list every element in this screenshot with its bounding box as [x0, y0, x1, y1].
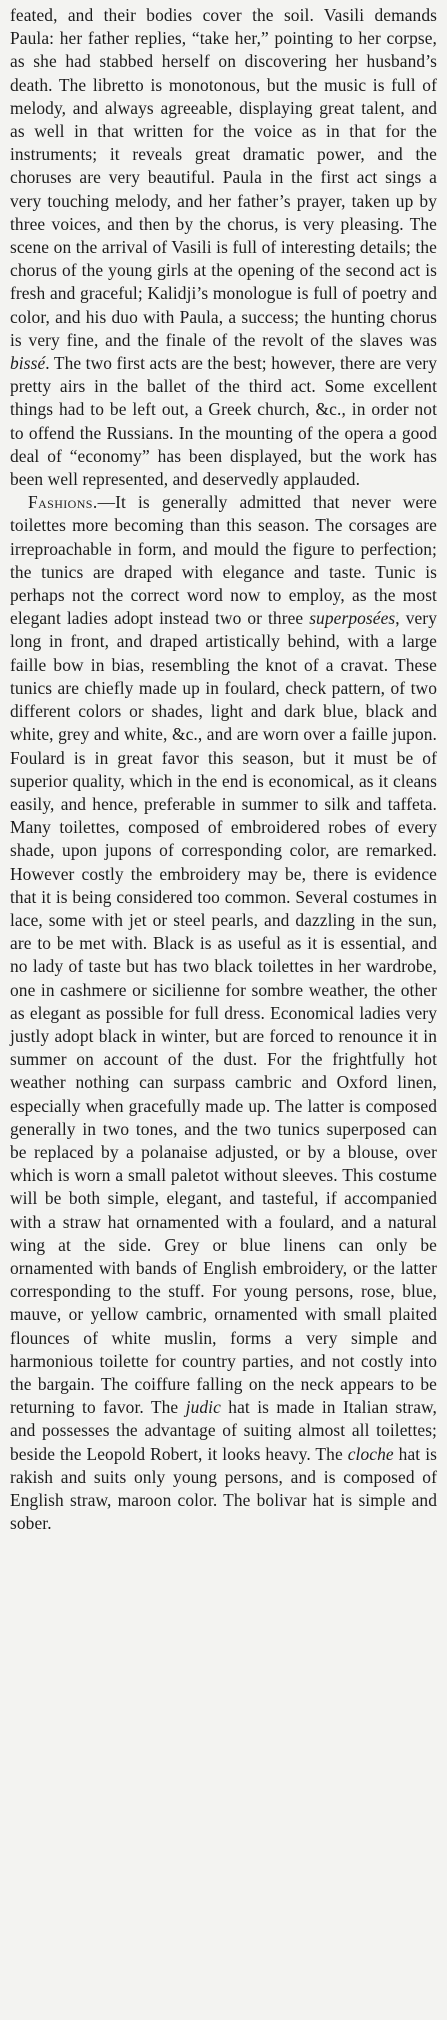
seg-italic: bissé: [10, 353, 46, 374]
seg-italic: judic: [185, 1397, 221, 1418]
section-heading-fashions: Fashions.: [28, 492, 98, 513]
opera-review-paragraph: [10, 4, 437, 491]
seg: hat is rakish and suits only young persons, and is composed of English straw, maroon color. The bolivar hat is simple and sober.: [10, 1443, 437, 1534]
seg-italic: superposées: [309, 608, 396, 629]
seg: —It is generally admitted that never were toilettes more becoming than this season. The corsages are irreproachable in form, and mould the figure to perfection; the tunics are draped with elegance and taste. Tunic is perhaps not the correct word now to employ, as the most elegant ladies adopt instead two or three: [10, 492, 437, 629]
seg: hat is made in Italian straw, and possesses the advantage of suiting almost all toilettes; beside the Leopold Robert, it looks heavy. The: [10, 1397, 437, 1464]
seg-italic: cloche: [347, 1443, 394, 1464]
seg: . The two first acts are the best; however, there are very pretty airs in the ballet of the third act. Some excellent things had to be left out, a Greek church, &c., in order not to offend the Russians. In the mounting of the opera a good deal of “economy” has been displayed, but the work has been well represented, and deservedly applauded.: [10, 353, 437, 490]
seg: , very long in front, and draped artistically behind, with a large faille bow in bias, resembling the knot of a cravat. These tunics are chiefly made up in foulard, check pattern, of two different colors or shades, light and dark blue, black and white, grey and white, &c., and are worn over a faille jupon. Foulard is in great favor this season, but it must be of superior quality, which in the end is economical, as it cleans easily, and hence, preferable in summer to silk and taffeta. Many toilettes, composed of embroidered robes of every shade, upon jupons of corresponding color, are remarked. However costly the embroidery may be, there is evidence that it is being considered too common. Several costumes in lace, some with jet or steel pearls, and dazzling in the sun, are to be met with. Black is as useful as it is essential, and no lady of taste but has two black toilettes in her wardrobe, one in cashmere or sicilienne for sombre weather, the other as elegant as possible for full dress. Economical ladies very justly adopt black in winter, but are forced to renounce it in summer on account of the dust. For the frightfully hot weather nothing can surpass cambric and Oxford linen, especially when gracefully made up. The latter is composed generally in two tones, and the two tunics superposed can be replaced by a polanaise adjusted, or by a blouse, over which is worn a small paletot without sleeves. This costume will be both simple, elegant, and tasteful, if accompanied with a straw hat ornamented with a foulard, and a natural wing at the side. Grey or blue linens can only be ornamented with bands of English embroidery, or the latter corresponding to the stuff. For young persons, rose, blue, mauve, or yellow cambric, ornamented with small plaited flounces of white muslin, forms a very simple and harmonious toilette for country parties, and not costly into the bargain. The coiffure falling on the neck appears to be returning to favor. The: [10, 608, 437, 1418]
seg: feated, and their bodies cover the soil. Vasili demands Paula: her father replies, “take her,” pointing to her corpse, as she had stabbed herself on discovering her husband’s death. The libretto is monotonous, but the music is full of melody, and always agreeable, displaying great talent, and as well in that written for the voice as in that for the instruments; it reveals great dramatic power, and the choruses are very beautiful. Paula in the first act sings a very touching melody, and her father’s prayer, taken up by three voices, and then by the chorus, is very pleasing. The scene on the arrival of Vasili is full of interesting details; the chorus of the young girls at the opening of the second act is fresh and graceful; Kalidji’s monologue is full of poetry and color, and his duo with Paula, a success; the hunting chorus is very fine, and the finale of the revolt of the slaves was: [10, 5, 437, 350]
fashions-paragraph: [10, 491, 437, 1535]
